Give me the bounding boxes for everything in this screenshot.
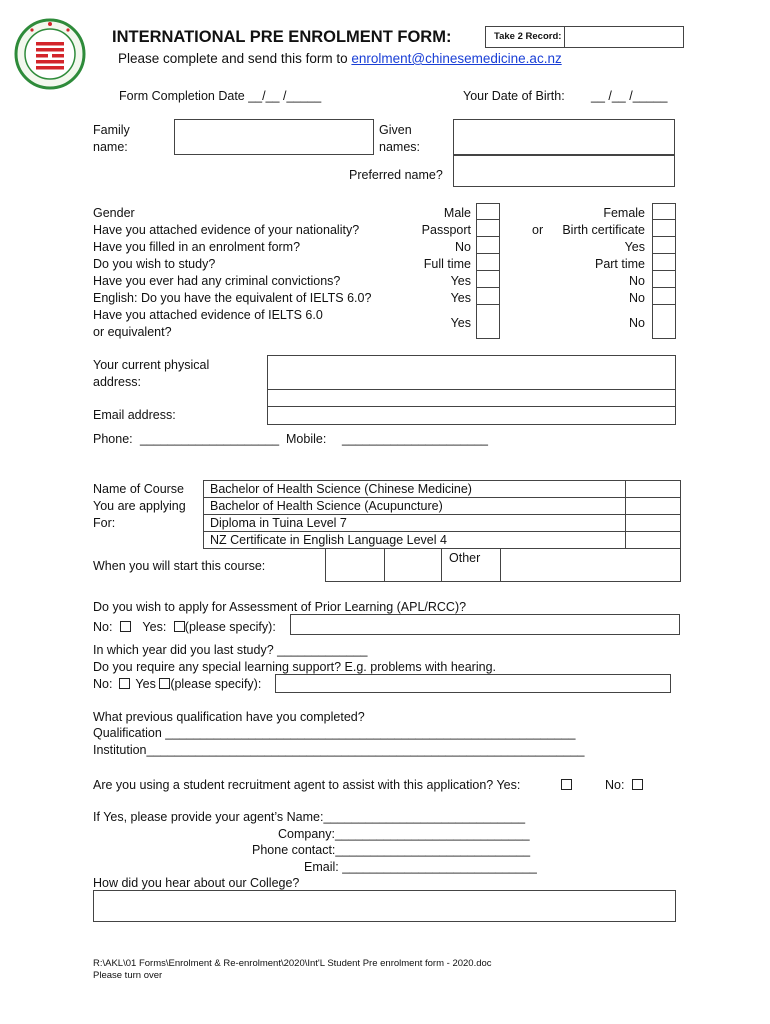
enrolment-email-link[interactable]: enrolment@chinesemedicine.ac.nz (351, 51, 562, 66)
given-names-label-2: names: (379, 140, 420, 154)
checkbox-ielts-yes[interactable] (476, 287, 500, 305)
checkbox-birthcert[interactable] (652, 219, 676, 237)
checkbox-fulltime[interactable] (476, 253, 500, 271)
q-ielts-evidence: Have you attached evidence of IELTS 6.0 (93, 308, 323, 322)
phone-label: Phone: (93, 432, 133, 446)
apl-yes-label: Yes: (142, 620, 167, 634)
email-label: Email address: (93, 408, 176, 422)
course-option-label: Diploma in Tuina Level 7 (210, 516, 347, 530)
dob-field[interactable]: __ /__ /_____ (591, 89, 668, 103)
opt-ielts-no-label: No (629, 291, 645, 305)
hear-input[interactable] (93, 890, 676, 922)
footer-path: R:\AKL\01 Forms\Enrolment & Re-enrolment\2020\Int'L Student Pre enrolment form - 2020.doc (93, 958, 492, 969)
checkbox-conv-yes[interactable] (476, 270, 500, 288)
apl-yes-checkbox[interactable] (174, 621, 185, 632)
dob-label: Your Date of Birth: (463, 89, 565, 103)
family-name-label-2: name: (93, 140, 128, 154)
take2-record-box[interactable] (485, 26, 684, 48)
opt-female-label: Female (603, 206, 645, 220)
checkbox-course-tuina[interactable] (625, 514, 681, 532)
checkbox-ielts-ev-yes[interactable] (476, 304, 500, 339)
other-label: Other (449, 551, 481, 565)
agent-no-checkbox[interactable] (632, 779, 643, 790)
address-input[interactable] (267, 355, 676, 390)
opt-enrol-yes-label: Yes (624, 240, 645, 254)
opt-conv-no-label: No (629, 274, 645, 288)
course-option-acupuncture (203, 497, 626, 515)
checkbox-female[interactable] (652, 203, 676, 220)
course-option-chinese-medicine (203, 480, 626, 498)
given-names-label-1: Given (379, 123, 412, 137)
support-yes-checkbox[interactable] (159, 678, 170, 689)
q-enrolment-form: Have you filled in an enrolment form? (93, 240, 301, 254)
checkbox-course-english[interactable] (625, 531, 681, 549)
agent-yes-checkbox[interactable] (561, 779, 572, 790)
course-label-3: For: (93, 516, 116, 530)
address-label-2: address: (93, 375, 141, 389)
agent-email-field[interactable]: Email: ____________________________ (304, 860, 537, 874)
opt-ielts-ev-no-label: No (629, 316, 645, 330)
apl-no-checkbox[interactable] (120, 621, 131, 632)
apl-specify-label: (please specify): (184, 620, 276, 634)
q-ielts-evidence-2: or equivalent? (93, 325, 172, 339)
checkbox-ielts-ev-no[interactable] (652, 304, 676, 339)
opt-fulltime-label: Full time (423, 257, 471, 271)
instruction-line: Please complete and send this form to enrolment@chinesemedicine.ac.nz (118, 51, 562, 66)
apl-specify-input[interactable] (290, 614, 680, 635)
course-option-label: NZ Certificate in English Language Level 4 (210, 533, 447, 547)
opt-ielts-ev-yes-label: Yes (450, 316, 471, 330)
footer-turn-over: Please turn over (93, 970, 163, 981)
opt-conv-yes-label: Yes (450, 274, 471, 288)
checkbox-enrol-no[interactable] (476, 236, 500, 254)
given-names-input[interactable] (453, 119, 675, 155)
course-option-tuina (203, 514, 626, 532)
checkbox-passport[interactable] (476, 219, 500, 237)
or-text: or (532, 223, 544, 237)
preferred-name-label: Preferred name? (349, 168, 443, 182)
family-name-label-1: Family (93, 123, 130, 137)
start-option-1[interactable] (325, 548, 385, 582)
agent-no-label: No: (605, 778, 625, 792)
preferred-name-input[interactable] (453, 155, 675, 187)
support-specify-input[interactable] (275, 674, 671, 693)
address-label-1: Your current physical (93, 358, 210, 372)
qualification-field[interactable]: Qualification ___________________________________________________________ (93, 726, 576, 740)
opt-ielts-yes-label: Yes (450, 291, 471, 305)
q-ielts: English: Do you have the equivalent of IELTS 6.0? (93, 291, 372, 305)
checkbox-conv-no[interactable] (652, 270, 676, 288)
q-nationality: Have you attached evidence of your nationality? (93, 223, 360, 237)
start-course-label: When you will start this course: (93, 559, 266, 573)
course-option-english (203, 531, 626, 549)
opt-birthcert-label: Birth certificate (562, 223, 645, 237)
q-convictions: Have you ever had any criminal convictions? (93, 274, 341, 288)
opt-passport-label: Passport (421, 223, 471, 237)
support-yes-label: Yes (135, 677, 156, 691)
email-input[interactable] (267, 406, 676, 425)
checkbox-course-chinese-medicine[interactable] (625, 480, 681, 498)
apl-question: Do you wish to apply for Assessment of Prior Learning (APL/RCC)? (93, 600, 467, 614)
start-option-other[interactable] (441, 548, 501, 582)
support-no-label: No: (93, 677, 113, 691)
q-gender: Gender (93, 206, 135, 220)
support-options (93, 677, 261, 691)
course-label-2: You are applying (93, 499, 186, 513)
agent-phone-field[interactable]: Phone contact:____________________________ (252, 843, 531, 857)
opt-enrol-no-label: No (455, 240, 471, 254)
mobile-field[interactable]: _____________________ (342, 432, 488, 446)
support-question: Do you require any special learning support? E.g. problems with hearing. (93, 660, 497, 674)
address-input-2[interactable] (267, 389, 676, 407)
family-name-input[interactable] (174, 119, 374, 155)
last-study-field[interactable]: In which year did you last study? _____________ (93, 643, 368, 657)
institution-field[interactable]: Institution_______________________________________________________________ (93, 743, 585, 757)
opt-parttime-label: Part time (594, 257, 645, 271)
support-specify-label: (please specify): (170, 677, 262, 691)
hear-question: How did you hear about our College? (93, 876, 300, 890)
take2-record-label: Take 2 Record: (494, 31, 562, 42)
agent-name-field[interactable]: If Yes, please provide your agent’s Name:_____________________________ (93, 810, 526, 824)
apl-options (93, 620, 276, 634)
agent-question: Are you using a student recruitment agent to assist with this application? Yes: (93, 778, 521, 792)
course-option-label: Bachelor of Health Science (Acupuncture) (210, 499, 443, 513)
course-label-1: Name of Course (93, 482, 185, 496)
agent-company-field[interactable]: Company:____________________________ (278, 827, 530, 841)
mobile-label: Mobile: (286, 432, 327, 446)
course-option-label: Bachelor of Health Science (Chinese Medicine) (210, 482, 472, 496)
qualification-question: What previous qualification have you completed? (93, 710, 365, 724)
college-logo (14, 18, 86, 90)
checkbox-parttime[interactable] (652, 253, 676, 271)
start-option-2[interactable] (384, 548, 442, 582)
checkbox-ielts-no[interactable] (652, 287, 676, 305)
checkbox-course-acupuncture[interactable] (625, 497, 681, 515)
apl-no-label: No: (93, 620, 113, 634)
opt-male-label: Male (443, 206, 471, 220)
q-study-mode: Do you wish to study? (93, 257, 216, 271)
support-no-checkbox[interactable] (119, 678, 130, 689)
completion-date-field[interactable]: Form Completion Date __/__ /_____ (119, 89, 322, 103)
form-title: INTERNATIONAL PRE ENROLMENT FORM: (112, 28, 452, 46)
checkbox-male[interactable] (476, 203, 500, 220)
phone-field[interactable]: ____________________ (140, 432, 280, 446)
start-other-input[interactable] (500, 548, 681, 582)
checkbox-enrol-yes[interactable] (652, 236, 676, 254)
